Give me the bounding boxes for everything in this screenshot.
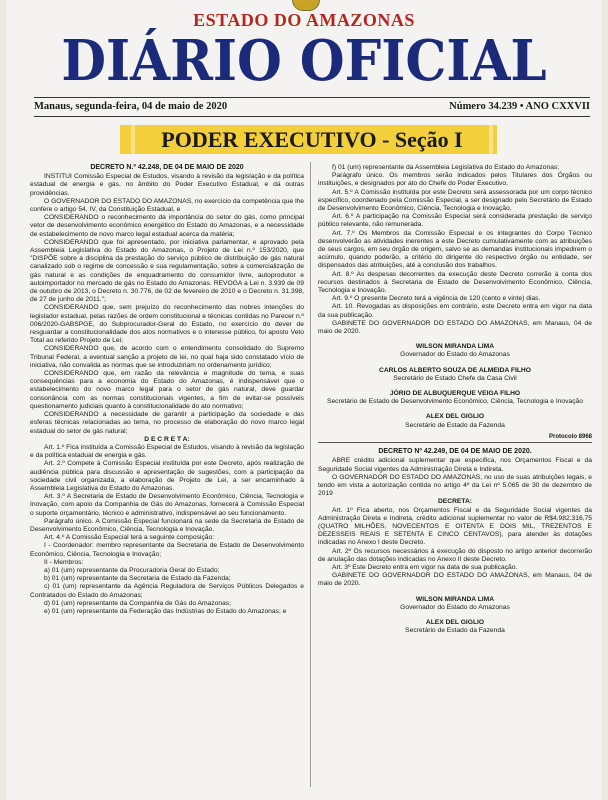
paragraph: GABINETE DO GOVERNADOR DO ESTADO DO AMAZONAS, em Manaus, 04 de maio de 2020.	[318, 319, 592, 336]
signatory-role: Governador do Estado do Amazonas	[400, 351, 510, 359]
section-title: PODER EXECUTIVO - Seção I	[161, 127, 463, 152]
decree-title: DECRETO N.º 42.248, DE 04 DE MAIO DE 2020	[90, 164, 244, 171]
publication-date: Manaus, segunda-feira, 04 de maio de 2020	[34, 101, 228, 112]
paragraph: II - Membros:	[44, 558, 84, 566]
signatory-name: ALEX DEL GIGLIO	[425, 413, 485, 421]
paragraph: CONSIDERANDO que foi apresentado, por iniciativa parlamentar, e aprovado pela Assembleia Legislativa do Estado do Amazonas, o Projeto de Lei n.º 153/2020, que "DISPÕE sobre a disciplina da prestação do serviço público de distribuição de gás natural canalizado sob o regime de concessão e sua regulamentação, sobre a comercialização de gás natural e as condições de enquadramento do consumidor livre, autoprodutor e autoimportador no mercado de gás no Estado do Amazonas. REVOGA a Lei n. 3.939 de 09 de outubro de 2013, o Decreto n. 30.776, de 02 de fevereiro de 2010 e o Decreto n. 31.398, de 27 de junho de 2011.";	[30, 238, 304, 304]
state-name: ESTADO DO AMAZONAS	[193, 10, 415, 30]
spacer	[318, 406, 592, 411]
paragraph: INSTITUI Comissão Especial de Estudos, visando à revisão da legislação e da política estadual de energia e gás, no âmbito do Poder Executivo Estadual, e dá outras providências.	[30, 173, 304, 197]
signatory-role: Secretário de Estado da Fazenda	[405, 421, 505, 429]
paragraph: O GOVERNADOR DO ESTADO DO AMAZONAS, no exercício da competência que lhe confere o artigo 54, IV, da Constituição Estadual, e	[30, 197, 304, 214]
signatory-role: Secretário de Estado Chefe da Casa Civil	[393, 374, 517, 382]
paragraph: Art. 2.º Compete à Comissão Especial instituída por este Decreto, após realização de audiência pública para discussão e apresentação de sugestões, com a participação da sociedade civil organizada, a elaboração de Projeto de Lei, a ser encaminhado à Assembleia Legislativa do Estado do Amazonas.	[30, 460, 304, 492]
signature-block	[318, 367, 592, 383]
paragraph: Art. 2º Os recursos necessários à execução do disposto no artigo anterior decorrerão de anulação das dotações indicadas no Anexo II deste Decreto.	[318, 547, 592, 563]
signatory-name: WILSON MIRANDA LIMA	[415, 343, 495, 351]
paragraph: CONSIDERANDO a necessidade de garantir a participação da sociedade e das esferas técnicas relacionadas ao tema, no processo de elaboração do novo marco legal estadual do setor de gás natural;	[30, 411, 304, 435]
decree-heading: D E C R E T A:	[144, 435, 190, 443]
paragraph: Art. 1º Fica aberto, nos Orçamentos Fiscal e da Seguridade Social vigentes da Administração Direta e Indireta, crédito adicional suplementar no valor de R$4.982.316,75 (QUATRO MILHÕES, NOVECENTOS E OITENTA E DOIS MIL, TREZENTOS E DEZESSEIS REAIS E SETENTA E CINCO CENTAVOS), para atender às dotações indicadas no Anexo I deste Decreto.	[318, 506, 592, 547]
paragraph: a) 01 (um) representante da Procuradoria Geral do Estado;	[44, 566, 220, 574]
section-banner	[120, 125, 497, 154]
paragraph: f) 01 (um) representante da Assembleia Legislativa do Estado do Amazonas;	[332, 164, 560, 171]
masthead-title: DIÁRIO OFICIAL	[61, 28, 547, 94]
paragraph: Art. 3.º A Secretaria de Estado de Desenvolvimento Econômico, Ciência, Tecnologia e Inovação, com apoio da Companhia de Gás do Amazonas, fornecerá à Comissão Especial o suporte orçamentário, técnico e administrativo, indispensável ao seu funcionamento.	[30, 493, 304, 517]
paragraph: Art. 5.º A Comissão instituída por este Decreto será assessorada por um corpo técnico específico, coordenado pela Comissão Especial, a ser designado pelo Secretário de Estado de Desenvolvimento Econômico, Ciência, Tecnologia e Inovação.	[318, 188, 592, 213]
paragraph: GABINETE DO GOVERNADOR DO ESTADO DO AMAZONAS, em Manaus, 04 de maio de 2020.	[318, 572, 592, 588]
issue-number: Número 34.239 • ANO CXXVII	[449, 101, 590, 112]
signature-block	[318, 390, 592, 406]
paragraph: Art. 10. Revogadas as disposições em contrário, este Decreto entra em vigor na data da sua publicação.	[318, 303, 592, 319]
paragraph: b) 01 (um) representante da Secretaria de Estado da Fazenda;	[44, 575, 231, 583]
protocol-number: Protocolo 8968	[318, 433, 592, 443]
spacer	[318, 589, 592, 594]
masthead-rule-bottom	[34, 116, 590, 117]
paragraph: Art. 1.º Fica instituída a Comissão Especial de Estudos, visando à revisão da legislação e da política estadual de energia e gás.	[30, 443, 304, 460]
paragraph: Parágrafo único. Os membros serão indicados pelos Titulares dos Órgãos ou instituições, e designados por ato do Chefe do Poder Executivo.	[318, 172, 592, 188]
left-column	[30, 164, 304, 616]
paragraph: Parágrafo único. A Comissão Especial funcionará na sede da Secretaria de Estado de Desenvolvimento Econômico, Ciência, Tecnologia e Inovação.	[30, 517, 304, 533]
date-line	[34, 101, 590, 112]
paragraph: I - Coordenador: membro representante da Secretaria de Estado de Desenvolvimento Econômico, Ciência, Tecnologia e Inovação;	[30, 542, 304, 558]
right-column	[318, 164, 592, 635]
column-divider	[310, 162, 311, 787]
paragraph: Art. 7.º Os Membros da Comissão Especial e os integrantes do Corpo Técnico desenvolverão as atividades inerentes a este Decreto cumulativamente com as atribuições de seus cargos, em seu órgão de origem, salvo se as demandas institucionais impedirem o acúmulo, quando poderão, a critério do dirigente do respectivo órgão ou entidade, ser dispensados das atribuições, até a conclusão dos trabalhos.	[318, 229, 592, 270]
spacer	[318, 336, 592, 341]
signatory-role: Secretário de Estado da Fazenda	[405, 627, 505, 635]
paragraph: CONSIDERANDO o reconhecimento da importância do setor do gás, como principal vetor de desenvolvimento econômico energético do Estado do Amazonas, e a necessidade de estabelecimento de novo marco legal estadual acerca da matéria;	[30, 214, 304, 238]
signatory-name: ALEX DEL GIGLIO	[425, 618, 485, 626]
paragraph: d) 01 (um) representante da Companhia de Gás do Amazonas;	[44, 599, 231, 607]
paragraph: Art. 8.º As despesas decorrentes da execução deste Decreto correrão à conta dos recursos destinados à Secretaria de Estado de Desenvolvimento Econômico, Ciência, Tecnologia e Inovação.	[318, 270, 592, 295]
paragraph: CONSIDERANDO que, em razão da relevância e magnitude do tema, e suas consequências para a economia do Estado do Amazonas, é indispensável que o estabelecimento do novo marco legal para o setor de gás natural, deve guardar consonância com as normas constitucionais vigentes, a fim de evitar-se possíveis questionamento judiciais quanto à constitucionalidade do ato normativo;	[30, 370, 304, 410]
decree-heading: DECRETA:	[437, 498, 473, 506]
paragraph: Art. 9.º O presente Decreto terá a vigência de 120 (cento e vinte) dias.	[332, 295, 541, 303]
paragraph: Art. 3º Este Decreto entra em vigor na data de sua publicação.	[332, 563, 518, 571]
paragraph: CONSIDERANDO que, sem prejuízo do reconhecimento das nobres intenções do legislador estadual, pelas razões de ordem constitucional e técnicas contidas no Parecer n.º 006/2020-GABSPGE, do Subprocurador-Geral do Estado, no exercício do dever de resguardar a constitucionalidade dos atos normativos e o interesse público, foi aposto Veto Total ao referido Projeto de Lei;	[30, 304, 304, 345]
paragraph: ABRE crédito adicional suplementar que especifica, nos Orçamentos Fiscal e da Seguridade Social vigentes da Administração Direta e Indireta.	[318, 457, 592, 473]
spacer	[318, 612, 592, 617]
paragraph: c) 01 (um) representante da Agência Reguladora de Serviços Públicos Delegados e Contratados do Estado do Amazonas;	[30, 583, 304, 599]
decree-title: DECRETO Nº 42.249, DE 04 DE MAIO DE 2020.	[378, 448, 532, 456]
paragraph: CONSIDERANDO que, de acordo com o entendimento consolidado do Supremo Tribunal Federal, a eventual sanção a projeto de lei, no qual haja sido constatado vício de iniciativa, não convalida as normas que se introduziriam no ordenamento jurídico;	[30, 345, 304, 369]
paragraph: e) 01 (um) representante da Federação das Indústrias do Estado do Amazonas; e	[44, 607, 287, 615]
signature-block	[318, 343, 592, 359]
signatory-role: Governador do Estado do Amazonas	[400, 603, 510, 611]
paragraph: Art. 4.º A Comissão Especial terá a seguinte composição:	[44, 534, 215, 542]
paragraph: O GOVERNADOR DO ESTADO DO AMAZONAS, no uso de suas atribuições legais, e tendo em vista a autorização contida no artigo 4º da Lei nº 5.065 de 30 de dezembro de 2019	[318, 473, 592, 498]
newspaper-page	[6, 0, 602, 800]
spacer	[318, 360, 592, 365]
paragraph: Art. 6.º A participação na Comissão Especial será considerada prestação de serviço público relevante, não remunerada.	[318, 213, 592, 229]
signature-block	[318, 619, 592, 635]
signatory-name: WILSON MIRANDA LIMA	[415, 595, 495, 603]
masthead-rule-top	[34, 97, 590, 98]
signatory-name: JÓRIO DE ALBUQUERQUE VEIGA FILHO	[389, 390, 521, 398]
spacer	[318, 383, 592, 388]
signatory-role: Secretário de Estado de Desenvolvimento Econômico, Ciência, Tecnologia e Inovação	[326, 398, 583, 406]
signatory-name: CARLOS ALBERTO SOUZA DE ALMEIDA FILHO	[379, 366, 531, 374]
signature-block	[318, 596, 592, 612]
signature-block	[318, 413, 592, 429]
